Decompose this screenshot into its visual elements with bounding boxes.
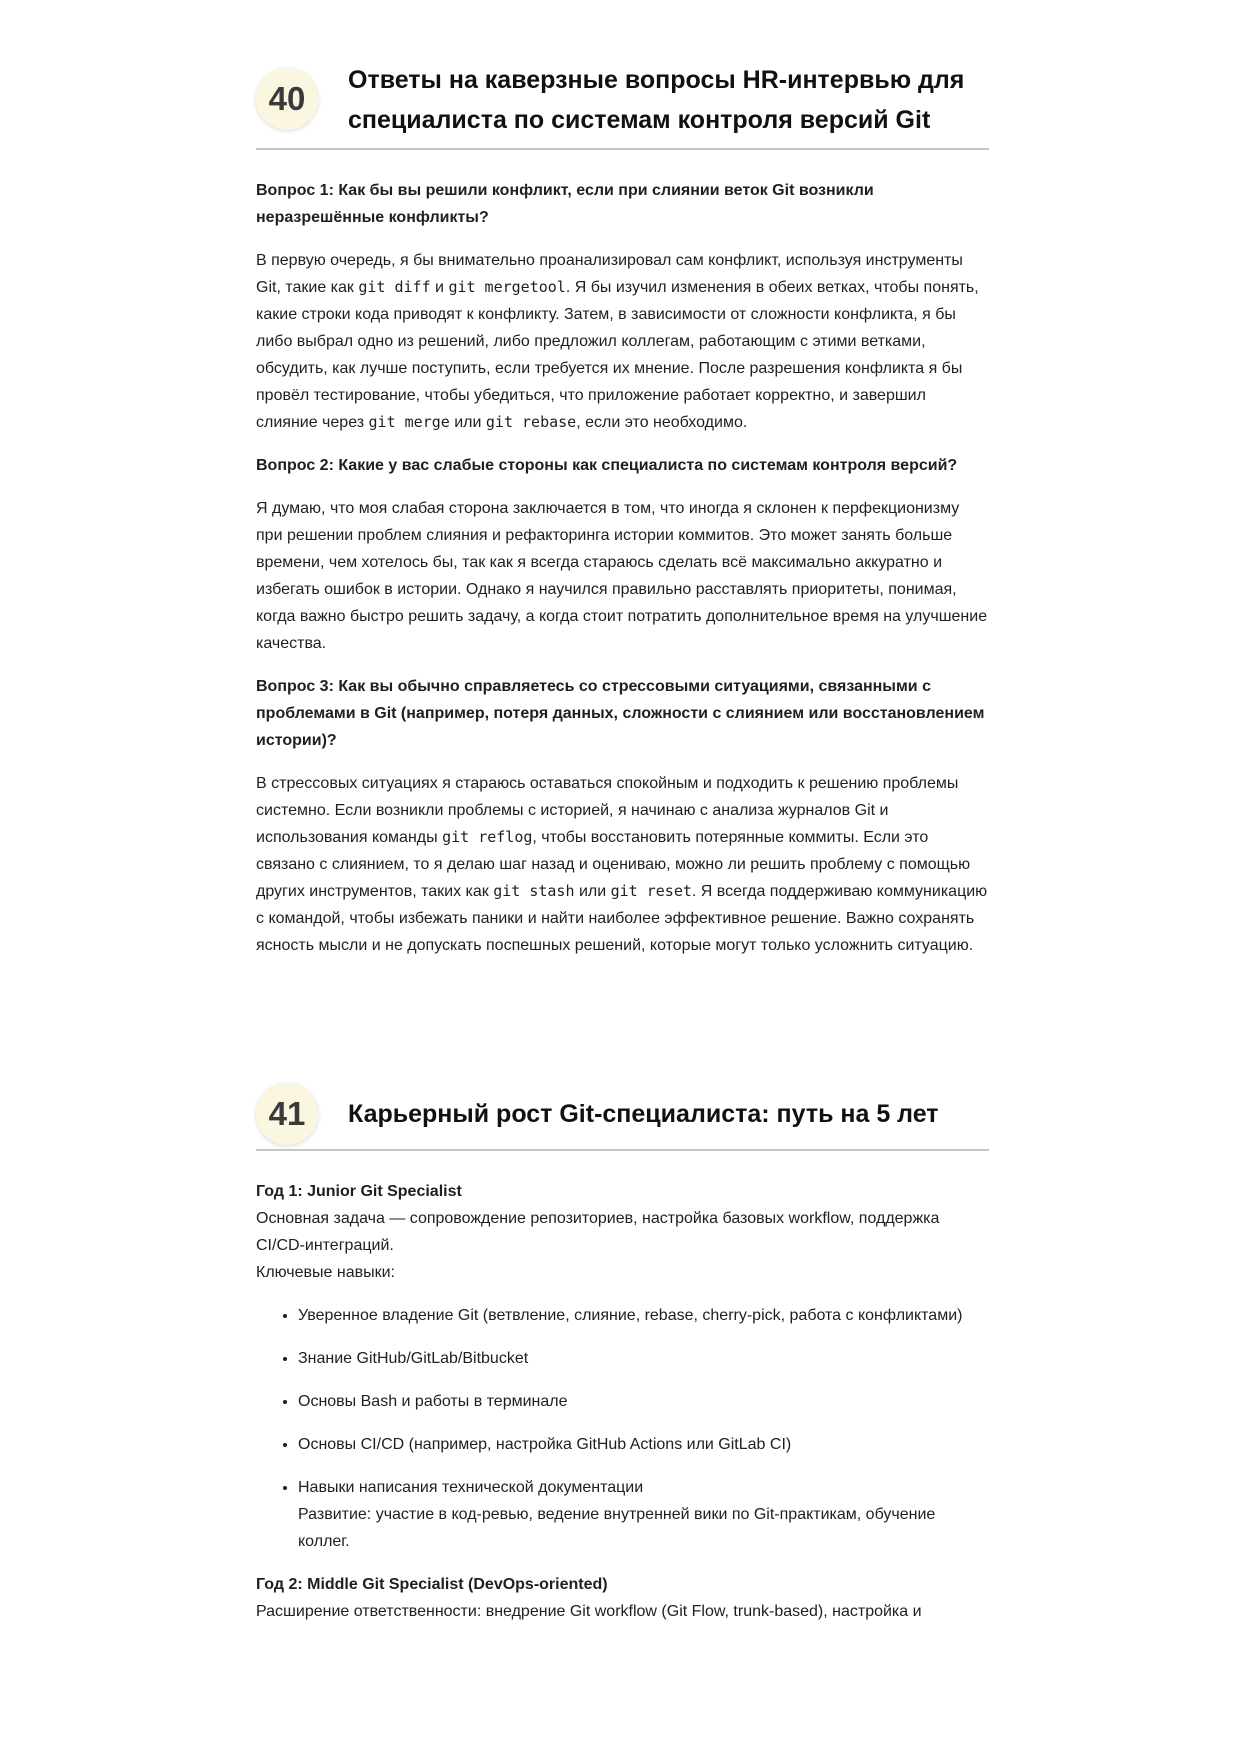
development-note: Развитие: участие в код-ревью, ведение внутренней вики по Git-практикам, обучение коллег.: [298, 1506, 936, 1550]
year-2-description: Расширение ответственности: внедрение Git workflow (Git Flow, trunk-based), настройка и: [256, 1603, 922, 1620]
section-title: Карьерный рост Git-специалиста: путь на 5 лет: [348, 1100, 939, 1128]
answer-1: В первую очередь, я бы внимательно проанализировал сам конфликт, используя инструменты Git, такие как git diff и git mergetool. Я бы изучил изменения в обеих ветках, чтобы понять, какие строки кода приводят к конфликту. Затем, в зависимости от сложности конфликта, я бы либо выбрал одно из решений, либо предложил коллегам, работающим с этими ветками, обсудить, как лучше поступить, если требуется их мнение. После разрешения конфликта я бы провёл тестирование, чтобы убедиться, что приложение работает корректно, и завершил слияние через git merge или git rebase, если это необходимо.: [256, 252, 979, 431]
list-item: • Основы Bash и работы в терминале: [298, 1388, 989, 1415]
question-2: Вопрос 2: Какие у вас слабые стороны как специалиста по системам контроля версий?: [256, 457, 958, 474]
list-item: • Навыки написания технической документации Развитие: участие в код-ревью, ведение внутренней вики по Git-практикам, обучение коллег.: [298, 1474, 989, 1555]
year-1-skills-label: Ключевые навыки:: [256, 1264, 395, 1281]
inline-code: git merge: [368, 413, 450, 431]
inline-code: git mergetool: [448, 278, 566, 296]
section-number-badge: 40: [256, 68, 318, 130]
document-page: [256, 0, 989, 1625]
answer-2: Я думаю, что моя слабая сторона заключается в том, что иногда я склонен к перфекционизму при решении проблем слияния и рефакторинга истории коммитов. Это может занять больше времени, чем хотелось бы, так как я всегда стараюсь сделать всё максимально аккуратно и избегать ошибок в истории. Однако я научился правильно расставлять приоритеты, понимая, когда важно быстро решить задачу, а когда стоит потратить дополнительное время на улучшение качества.: [256, 500, 988, 652]
section-header-40: [256, 60, 989, 150]
answer-3: В стрессовых ситуациях я стараюсь оставаться спокойным и подходить к решению проблемы системно. Если возникли проблемы с историей, я начинаю с анализа журналов Git и использования команды git reflog, чтобы восстановить потерянные коммиты. Если это связано с слиянием, то я делаю шаг назад и оцениваю, можно ли решить проблему с помощью других инструментов, таких как git stash или git reset. Я всегда поддерживаю коммуникацию с командой, чтобы избежать паники и найти наиболее эффективное решение. Важно сохранять ясность мысли и не допускать поспешных решений, которые могут только усложнить ситуацию.: [256, 775, 988, 954]
question-3: Вопрос 3: Как вы обычно справляетесь со стрессовыми ситуациями, связанными с проблемами в Git (например, потеря данных, сложности с слиянием или восстановлением истории)?: [256, 678, 985, 749]
inline-code: git reflog: [442, 828, 533, 846]
year-1-description: Основная задача — сопровождение репозиториев, настройка базовых workflow, поддержка CI/CD-интеграций.: [256, 1210, 940, 1254]
list-item: • Основы CI/CD (например, настройка GitHub Actions или GitLab CI): [298, 1431, 989, 1458]
question-1: Вопрос 1: Как бы вы решили конфликт, если при слиянии веток Git возникли неразрешённые конфликты?: [256, 182, 874, 226]
inline-code: git rebase: [485, 413, 577, 431]
inline-code: git diff: [358, 278, 431, 296]
inline-code: git stash: [493, 882, 575, 900]
list-item: • Знание GitHub/GitLab/Bitbucket: [298, 1345, 989, 1372]
skills-list: [256, 1302, 989, 1555]
section-header-41: [256, 1083, 989, 1151]
section-number-badge: 41: [256, 1083, 318, 1145]
year-1-title: Год 1: Junior Git Specialist: [256, 1183, 462, 1200]
section-title: Ответы на каверзные вопросы HR-интервью для специалиста по системам контроля версий Git: [348, 66, 965, 134]
inline-code: git reset: [610, 882, 692, 900]
list-item: • Уверенное владение Git (ветвление, слияние, rebase, cherry-pick, работа с конфликтами): [298, 1302, 989, 1329]
year-2-title: Год 2: Middle Git Specialist (DevOps-oriented): [256, 1576, 608, 1593]
